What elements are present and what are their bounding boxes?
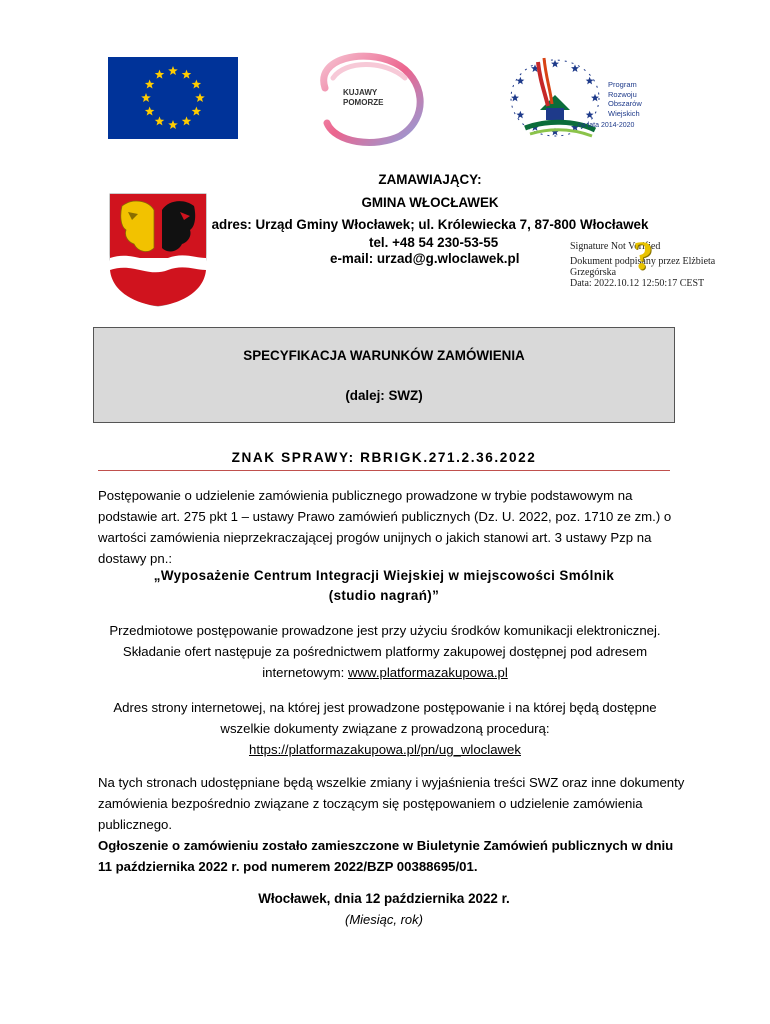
case-reference: ZNAK SPRAWY: RBRIGK.271.2.36.2022 <box>231 450 537 465</box>
prow-word-wiejskich: Wiejskich <box>608 108 640 118</box>
signature-signer-surname: Grzegórska <box>570 267 617 278</box>
place-date: Włocławek, dnia 12 października 2022 r. <box>258 891 510 906</box>
prow-star-icon <box>551 60 559 68</box>
info-line-2: zamówienia bezpośrednio związane z toczącym się postępowaniem o udzielenie zamówienia <box>98 796 643 811</box>
notice-line-2: 11 października 2022 r. pod numerem 2022/BZP 00388695/01. <box>98 859 478 874</box>
header-phone: tel. +48 54 230-53-55 <box>369 235 499 250</box>
address-paragraph <box>78 697 692 760</box>
address-line-1: Adres strony internetowej, na której jest prowadzone postępowanie i na której będą dostępne <box>113 700 657 715</box>
info-line-1: Na tych stronach udostępniane będą wszelkie zmiany i wyjaśnienia treści SWZ oraz inne dokumenty <box>98 775 685 790</box>
signature-question-icon: ? <box>633 233 653 278</box>
reference-divider <box>98 470 670 471</box>
procedure-link[interactable]: https://platformazakupowa.pl/pn/ug_wloclawek <box>249 742 521 757</box>
notice-line-1: Ogłoszenie o zamówieniu zostało zamieszczone w Biuletynie Zamówień publicznych w dniu <box>98 838 674 853</box>
intro-line-3: wartości zamówienia nieprzekraczającej progów unijnych o jakich stanowi art. 3 ustawy Pzp na <box>98 530 652 545</box>
header-address: adres: Urząd Gminy Włocławek; ul. Królewiecka 7, 87-800 Włocławek <box>211 217 649 232</box>
prow-star-icon <box>516 111 524 119</box>
intro-paragraph <box>98 485 678 569</box>
prow-years: na lata 2014-2020 <box>578 122 635 129</box>
info-line-3: publicznego. <box>98 817 173 832</box>
project-title-line-2: (studio nagrań)” <box>328 588 440 603</box>
prow-word-program: Program <box>608 80 637 89</box>
project-title-line-1: „Wyposażenie Centrum Integracji Wiejskiej w miejscowości Smólnik <box>153 568 615 583</box>
header-email: e-mail: urzad@g.wloclawek.pl <box>330 251 520 266</box>
date-hint: (Miesiąc, rok) <box>344 912 423 927</box>
title-box <box>93 327 675 423</box>
intro-line-1: Postępowanie o udzielenie zamówienia publicznego prowadzone w trybie podstawowym na <box>98 488 633 503</box>
eu-flag-logo <box>108 57 238 139</box>
address-line-2: wszelkie dokumenty związane z prowadzoną procedurą: <box>220 721 550 736</box>
prow-star-icon <box>591 94 599 102</box>
project-title <box>93 566 675 606</box>
prow-star-icon <box>511 94 519 102</box>
signature-block[interactable] <box>570 241 750 289</box>
header-municipality: GMINA WŁOCŁAWEK <box>361 194 499 210</box>
prow-star-icon <box>516 77 524 85</box>
kujawy-pomorze-logo <box>305 48 435 148</box>
signature-status: Signature Not Verified <box>570 241 661 252</box>
electronic-paragraph <box>78 620 692 683</box>
document-title: SPECYFIKACJA WARUNKÓW ZAMÓWIENIA <box>243 348 525 363</box>
eu-flag-icon <box>108 57 238 139</box>
platform-link[interactable]: www.platformazakupowa.pl <box>347 665 508 680</box>
notice-paragraph <box>98 835 688 877</box>
prow-logo <box>500 50 670 140</box>
document-subtitle: (dalej: SWZ) <box>345 388 423 403</box>
signature-signer: Dokument podpisany przez Elżbieta <box>570 256 716 267</box>
kujawy-line2: POMORZE <box>343 98 384 107</box>
intro-line-2: podstawie art. 275 pkt 1 – ustawy Prawo zamówień publicznych (Dz. U. 2022, poz. 1710 ze zm.) o <box>98 509 672 524</box>
intro-line-4: dostawy pn.: <box>98 551 173 566</box>
prow-word-obszarow: Obszarów <box>608 99 642 108</box>
prow-word-rozwoju: Rozwoju <box>608 89 637 99</box>
signature-date: Data: 2022.10.12 12:50:17 CEST <box>570 278 705 289</box>
electronic-line-1: Przedmiotowe postępowanie prowadzone jest przy użyciu środków komunikacji elektronicznej. <box>109 623 661 638</box>
header-ordering-party-label: ZAMAWIAJĄCY: <box>378 172 482 187</box>
electronic-line-3 <box>78 662 692 683</box>
kujawy-line1: KUJAWY <box>343 88 378 97</box>
prow-star-icon <box>586 77 594 85</box>
electronic-line-2: Składanie ofert następuje za pośrednictwem platformy zakupowej dostępnej pod adresem <box>122 644 648 659</box>
info-paragraph <box>98 772 688 835</box>
prow-star-icon <box>586 111 594 119</box>
prow-star-icon <box>571 64 579 72</box>
electronic-line-3-prefix: internetowym: <box>262 665 348 680</box>
